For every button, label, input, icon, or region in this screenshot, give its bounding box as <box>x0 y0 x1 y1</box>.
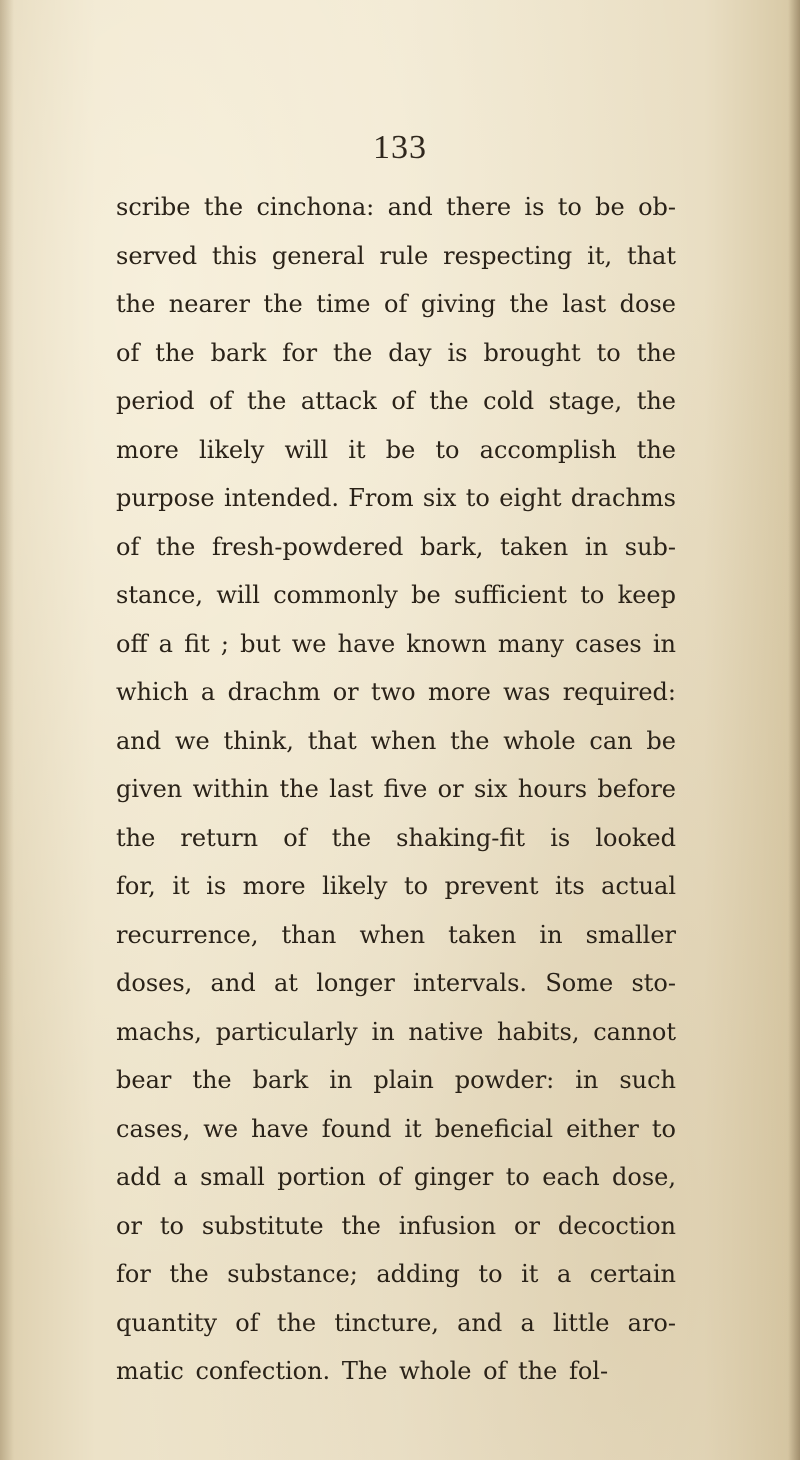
page-right-edge-shadow <box>788 0 800 1460</box>
text-line: the return of the shaking-fit is looked <box>116 823 676 852</box>
text-line: off a fit ; but we have known many cases in <box>116 629 676 658</box>
text-line: recurrence, than when taken in smaller <box>116 920 676 949</box>
text-line: and we think, that when the whole can be <box>116 726 676 755</box>
text-line: period of the attack of the cold stage, the <box>116 387 676 415</box>
text-line: of the bark for the day is brought to the <box>116 338 676 367</box>
text-line: for the substance; adding to it a certain <box>116 1260 676 1288</box>
text-line: quantity of the tincture, and a little aro- <box>116 1308 676 1337</box>
text-line: more likely will it be to accomplish the <box>116 435 676 464</box>
text-line: the nearer the time of giving the last dose <box>116 290 676 318</box>
text-line: purpose intended. From six to eight drachms <box>116 484 676 512</box>
text-line: add a small portion of ginger to each dose, <box>116 1163 676 1191</box>
text-line: stance, will commonly be sufficient to keep <box>116 581 676 609</box>
text-line: scribe the cinchona: and there is to be ob- <box>116 193 676 221</box>
text-line: which a drachm or two more was required: <box>116 678 676 706</box>
text-line: machs, particularly in native habits, cannot <box>116 1017 676 1046</box>
text-line: or to substitute the infusion or decoction <box>116 1211 676 1240</box>
text-line: cases, we have found it beneficial either to <box>116 1114 676 1143</box>
text-line: served this general rule respecting it, that <box>116 241 676 270</box>
text-line: matic confection. The whole of the fol- <box>116 1357 609 1385</box>
text-line: of the fresh-powdered bark, taken in sub- <box>116 532 676 561</box>
text-line: for, it is more likely to prevent its actual <box>116 872 676 900</box>
body-text <box>116 183 676 1396</box>
page-left-edge-shadow <box>0 0 14 1460</box>
text-line: doses, and at longer intervals. Some sto- <box>116 969 676 997</box>
page-number: 133 <box>373 129 427 166</box>
text-line: bear the bark in plain powder: in such <box>116 1066 676 1094</box>
text-line: given within the last five or six hours before <box>116 775 676 803</box>
